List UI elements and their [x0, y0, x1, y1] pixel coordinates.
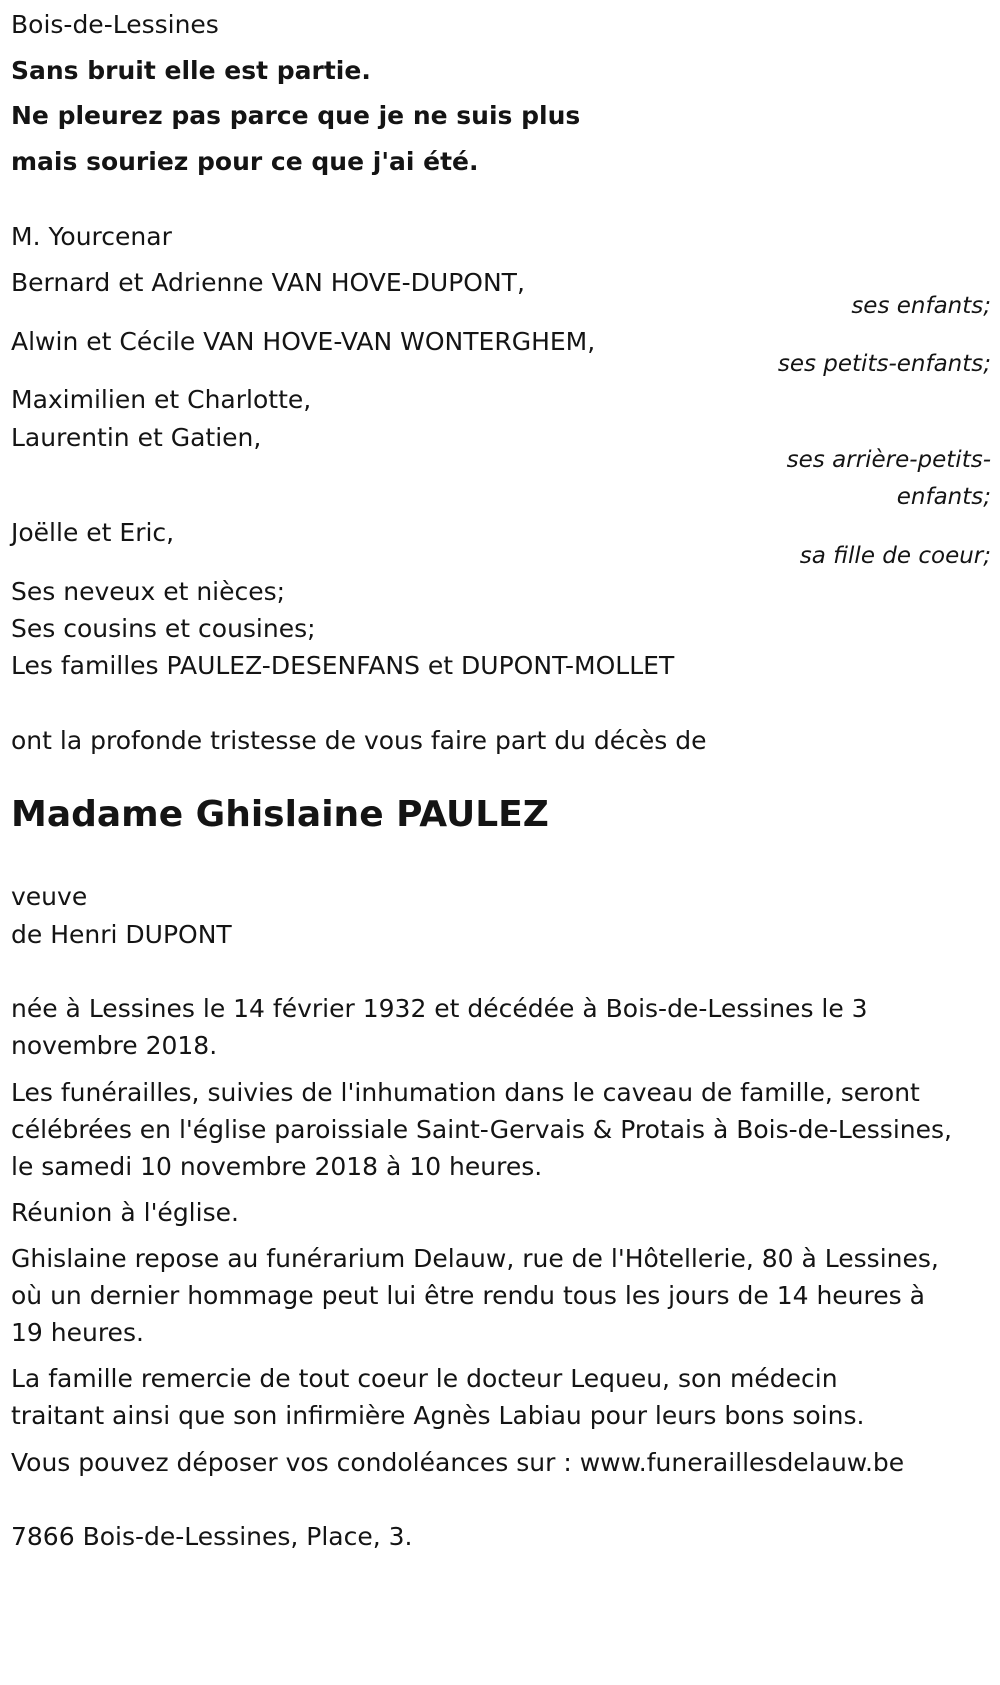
- poem-line-3: mais souriez pour ce que j'ai été.: [11, 147, 479, 176]
- thanks-line-2: traitant ainsi que son infirmière Agnès Labiau pour leurs bons soins.: [11, 1401, 865, 1430]
- families-line: Les familles PAULEZ-DESENFANS et DUPONT-MOLLET: [11, 651, 675, 680]
- meeting-line: Réunion à l'église.: [11, 1198, 239, 1227]
- announcement-text: ont la profonde tristesse de vous faire part du décès de: [11, 726, 707, 755]
- children-relation: ses enfants;: [851, 293, 991, 319]
- condolences-line: Vous pouvez déposer vos condoléances sur : www.funeraillesdelauw.be: [11, 1448, 905, 1477]
- heart-daughter-relation: sa fille de coeur;: [799, 543, 991, 569]
- birth-death-line-2: novembre 2018.: [11, 1031, 218, 1060]
- thanks-line-1: La famille remercie de tout coeur le docteur Lequeu, son médecin: [11, 1364, 838, 1393]
- rest-line-1: Ghislaine repose au funérarium Delauw, rue de l'Hôtellerie, 80 à Lessines,: [11, 1244, 939, 1273]
- great-grandchildren-relation-1: ses arrière-petits-: [786, 447, 991, 473]
- rest-line-2: où un dernier hommage peut lui être rendu tous les jours de 14 heures à: [11, 1281, 925, 1310]
- footer-address: 7866 Bois-de-Lessines, Place, 3.: [11, 1522, 413, 1551]
- great-grandchildren-names-2: Laurentin et Gatien,: [11, 423, 262, 452]
- location-header: Bois-de-Lessines: [11, 10, 219, 39]
- spouse-name: de Henri DUPONT: [11, 920, 232, 949]
- great-grandchildren-relation-2: enfants;: [896, 484, 991, 510]
- children-names: Bernard et Adrienne VAN HOVE-DUPONT,: [11, 268, 525, 297]
- nephews-line: Ses neveux et nièces;: [11, 577, 286, 606]
- heart-daughter-names: Joëlle et Eric,: [11, 518, 175, 547]
- deceased-name: Madame Ghislaine PAULEZ: [11, 794, 549, 835]
- cousins-line: Ses cousins et cousines;: [11, 614, 316, 643]
- poem-line-2: Ne pleurez pas parce que je ne suis plus: [11, 101, 581, 130]
- great-grandchildren-names-1: Maximilien et Charlotte,: [11, 385, 312, 414]
- rest-line-3: 19 heures.: [11, 1318, 144, 1347]
- birth-death-line-1: née à Lessines le 14 février 1932 et décédée à Bois-de-Lessines le 3: [11, 994, 868, 1023]
- widow-status: veuve: [11, 882, 88, 911]
- funeral-line-1: Les funérailles, suivies de l'inhumation dans le caveau de famille, seront: [11, 1078, 920, 1107]
- funeral-line-3: le samedi 10 novembre 2018 à 10 heures.: [11, 1152, 543, 1181]
- funeral-line-2: célébrées en l'église paroissiale Saint-Gervais & Protais à Bois-de-Lessines,: [11, 1115, 952, 1144]
- poem-line-1: Sans bruit elle est partie.: [11, 56, 371, 85]
- grandchildren-relation: ses petits-enfants;: [777, 351, 991, 377]
- grandchildren-names: Alwin et Cécile VAN HOVE-VAN WONTERGHEM,: [11, 327, 596, 356]
- poem-author: M. Yourcenar: [11, 222, 172, 251]
